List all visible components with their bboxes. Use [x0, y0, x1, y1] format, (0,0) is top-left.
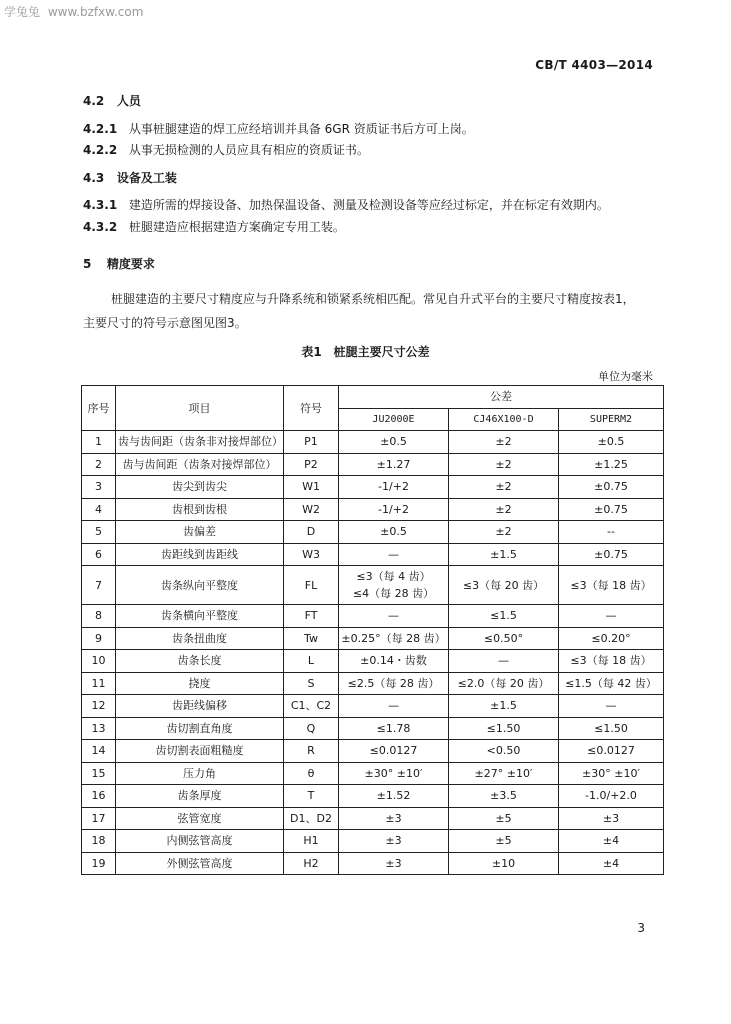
- row-symbol: L: [284, 650, 339, 673]
- row-no: 2: [82, 453, 116, 476]
- table-row: [82, 543, 664, 566]
- row-item: 齿根到齿根: [116, 498, 284, 521]
- table-row: [82, 566, 664, 605]
- row-tol-superm2: —: [559, 695, 664, 718]
- row-tol-cj46x100d: <0.50: [449, 740, 559, 763]
- row-tol-superm2: ±0.75: [559, 498, 664, 521]
- clause-4-2-2: 4.2.2 从事无损检测的人员应具有相应的资质证书。: [83, 143, 369, 157]
- table-row: [82, 672, 664, 695]
- watermark-url: www.bzfxw.com: [47, 5, 144, 19]
- row-tol-superm2: ±1.25: [559, 453, 664, 476]
- row-tol-ju2000e: —: [339, 605, 449, 628]
- table-row: [82, 605, 664, 628]
- table-row: [82, 498, 664, 521]
- row-no: 10: [82, 650, 116, 673]
- row-tol-cj46x100d: ±2: [449, 521, 559, 544]
- table-row: [82, 807, 664, 830]
- table-row: [82, 453, 664, 476]
- row-item: 齿与齿间距（齿条对接焊部位）: [116, 453, 284, 476]
- row-symbol: P2: [284, 453, 339, 476]
- row-tol-ju2000e: ±1.27: [339, 453, 449, 476]
- row-tol-cj46x100d: ±5: [449, 830, 559, 853]
- row-no: 9: [82, 627, 116, 650]
- row-tol-ju2000e: ≤2.5（每 28 齿）: [339, 672, 449, 695]
- row-tol-ju2000e: ±3: [339, 807, 449, 830]
- row-tol-cj46x100d: ±2: [449, 476, 559, 499]
- row-no: 18: [82, 830, 116, 853]
- clause-4-3-2: 4.3.2 桩腿建造应根据建造方案确定专用工装。: [83, 220, 345, 234]
- row-no: 19: [82, 852, 116, 875]
- row-tol-superm2: ±4: [559, 830, 664, 853]
- row-item: 齿距线到齿距线: [116, 543, 284, 566]
- header-symbol: 符号: [284, 386, 339, 431]
- row-tol-ju2000e: ±3: [339, 830, 449, 853]
- section-4-2-heading: 4.2 人员: [83, 94, 141, 108]
- row-tol-superm2: ≤1.5（每 42 齿）: [559, 672, 664, 695]
- tolerance-table: [81, 385, 664, 875]
- paragraph-line-1: 桩腿建造的主要尺寸精度应与升降系统和锁紧系统相匹配。常见自升式平台的主要尺寸精度按表1，: [111, 292, 635, 306]
- row-tol-superm2: ±0.5: [559, 431, 664, 454]
- row-item: 齿条扭曲度: [116, 627, 284, 650]
- row-symbol: D1、D2: [284, 807, 339, 830]
- row-no: 6: [82, 543, 116, 566]
- row-tol-cj46x100d: ±1.5: [449, 543, 559, 566]
- standard-number: CB/T 4403—2014: [535, 58, 653, 72]
- row-item: 齿条厚度: [116, 785, 284, 808]
- row-no: 14: [82, 740, 116, 763]
- table-row: [82, 521, 664, 544]
- table-row: [82, 762, 664, 785]
- row-tol-cj46x100d: ≤0.50°: [449, 627, 559, 650]
- row-tol-ju2000e: ±0.14・齿数: [339, 650, 449, 673]
- row-no: 4: [82, 498, 116, 521]
- row-item: 压力角: [116, 762, 284, 785]
- row-symbol: W1: [284, 476, 339, 499]
- row-tol-cj46x100d: ±1.5: [449, 695, 559, 718]
- row-item: 齿与齿间距（齿条非对接焊部位）: [116, 431, 284, 454]
- row-tol-superm2: ±30° ±10′: [559, 762, 664, 785]
- row-tol-superm2: ±0.75: [559, 543, 664, 566]
- row-symbol: W2: [284, 498, 339, 521]
- row-tol-cj46x100d: ≤2.0（每 20 齿）: [449, 672, 559, 695]
- row-tol-superm2: -1.0/+2.0: [559, 785, 664, 808]
- table-row: [82, 717, 664, 740]
- row-tol-superm2: ≤3（每 18 齿）: [559, 566, 664, 605]
- row-tol-ju2000e: ±1.52: [339, 785, 449, 808]
- table-header-row: [82, 386, 664, 409]
- row-tol-cj46x100d: ±2: [449, 431, 559, 454]
- row-item: 齿条长度: [116, 650, 284, 673]
- row-tol-superm2: ≤3（每 18 齿）: [559, 650, 664, 673]
- row-no: 7: [82, 566, 116, 605]
- clause-4-3-1: 4.3.1 建造所需的焊接设备、加热保温设备、测量及检测设备等应经过标定，并在标定有效期内。: [83, 198, 609, 212]
- row-tol-superm2: ≤0.20°: [559, 627, 664, 650]
- row-tol-ju2000e: -1/+2: [339, 476, 449, 499]
- row-no: 15: [82, 762, 116, 785]
- row-tol-cj46x100d: ±3.5: [449, 785, 559, 808]
- row-tol-cj46x100d: ≤1.5: [449, 605, 559, 628]
- table-row: [82, 830, 664, 853]
- page-number: 3: [637, 921, 645, 935]
- row-tol-ju2000e: —: [339, 543, 449, 566]
- row-tol-ju2000e: —: [339, 695, 449, 718]
- row-tol-cj46x100d: ≤1.50: [449, 717, 559, 740]
- row-item: 齿切割直角度: [116, 717, 284, 740]
- row-tol-superm2: ±0.75: [559, 476, 664, 499]
- row-symbol: Q: [284, 717, 339, 740]
- row-tol-cj46x100d: ±10: [449, 852, 559, 875]
- row-symbol: S: [284, 672, 339, 695]
- table-row: [82, 695, 664, 718]
- section-5-heading: 5 精度要求: [83, 257, 155, 271]
- table-row: [82, 785, 664, 808]
- row-item: 齿偏差: [116, 521, 284, 544]
- row-no: 11: [82, 672, 116, 695]
- row-tol-ju2000e: ±3: [339, 852, 449, 875]
- row-no: 8: [82, 605, 116, 628]
- row-symbol: H2: [284, 852, 339, 875]
- table-row: [82, 650, 664, 673]
- row-symbol: W3: [284, 543, 339, 566]
- row-tol-cj46x100d: ±27° ±10′: [449, 762, 559, 785]
- watermark-site: 学兔兔: [4, 5, 41, 19]
- row-tol-ju2000e: [339, 566, 449, 605]
- row-tol-cj46x100d: —: [449, 650, 559, 673]
- row-no: 17: [82, 807, 116, 830]
- row-symbol: FL: [284, 566, 339, 605]
- watermark: [4, 3, 147, 20]
- row-item: 齿距线偏移: [116, 695, 284, 718]
- row-tol-superm2: —: [559, 605, 664, 628]
- row-tol-ju2000e: ≤0.0127: [339, 740, 449, 763]
- header-no: 序号: [82, 386, 116, 431]
- row-item: 内侧弦管高度: [116, 830, 284, 853]
- row-tol-superm2: ±3: [559, 807, 664, 830]
- row-symbol: θ: [284, 762, 339, 785]
- row-tol-cj46x100d: ±2: [449, 453, 559, 476]
- row-no: 13: [82, 717, 116, 740]
- row-item: 外侧弦管高度: [116, 852, 284, 875]
- row-tol-ju2000e: ≤1.78: [339, 717, 449, 740]
- row-symbol: C1、C2: [284, 695, 339, 718]
- row-no: 5: [82, 521, 116, 544]
- row-item: 弦管宽度: [116, 807, 284, 830]
- row-tol-cj46x100d: ±2: [449, 498, 559, 521]
- table-row: [82, 476, 664, 499]
- row-symbol: Tw: [284, 627, 339, 650]
- tol-line-1: ≤3（每 4 齿）: [356, 570, 431, 583]
- tol-line-2: ≤4（每 28 齿）: [352, 587, 435, 600]
- row-item: 挠度: [116, 672, 284, 695]
- row-tol-superm2: ≤0.0127: [559, 740, 664, 763]
- header-tolerance: 公差: [339, 386, 664, 409]
- section-4-3-heading: 4.3 设备及工装: [83, 171, 177, 185]
- row-tol-superm2: --: [559, 521, 664, 544]
- row-symbol: T: [284, 785, 339, 808]
- header-item: 项目: [116, 386, 284, 431]
- table-row: [82, 627, 664, 650]
- row-item: 齿尖到齿尖: [116, 476, 284, 499]
- row-tol-superm2: ≤1.50: [559, 717, 664, 740]
- header-model-ju2000e: JU2000E: [339, 408, 449, 431]
- table-row: [82, 852, 664, 875]
- clause-4-2-1: 4.2.1 从事桩腿建造的焊工应经培训并具备 6GR 资质证书后方可上岗。: [83, 122, 474, 136]
- row-tol-cj46x100d: ±5: [449, 807, 559, 830]
- table-row: [82, 740, 664, 763]
- row-symbol: D: [284, 521, 339, 544]
- row-symbol: R: [284, 740, 339, 763]
- table-row: [82, 431, 664, 454]
- row-symbol: P1: [284, 431, 339, 454]
- row-tol-ju2000e: ±30° ±10′: [339, 762, 449, 785]
- table-caption: 表1 桩腿主要尺寸公差: [301, 345, 430, 359]
- row-symbol: FT: [284, 605, 339, 628]
- table-unit: 单位为毫米: [598, 370, 653, 383]
- header-model-cj46x100d: CJ46X100-D: [449, 408, 559, 431]
- row-no: 12: [82, 695, 116, 718]
- row-tol-ju2000e: ±0.25°（每 28 齿）: [339, 627, 449, 650]
- row-tol-superm2: ±4: [559, 852, 664, 875]
- precision-paragraph: [83, 287, 661, 335]
- row-item: 齿切割表面粗糙度: [116, 740, 284, 763]
- header-model-superm2: SUPERM2: [559, 408, 664, 431]
- row-no: 1: [82, 431, 116, 454]
- row-tol-ju2000e: -1/+2: [339, 498, 449, 521]
- row-tol-ju2000e: ±0.5: [339, 521, 449, 544]
- row-item: 齿条横向平整度: [116, 605, 284, 628]
- row-no: 3: [82, 476, 116, 499]
- row-tol-ju2000e: ±0.5: [339, 431, 449, 454]
- paragraph-line-2: 主要尺寸的符号示意图见图3。: [83, 316, 247, 330]
- row-symbol: H1: [284, 830, 339, 853]
- row-tol-cj46x100d: ≤3（每 20 齿）: [449, 566, 559, 605]
- row-no: 16: [82, 785, 116, 808]
- row-item: 齿条纵向平整度: [116, 566, 284, 605]
